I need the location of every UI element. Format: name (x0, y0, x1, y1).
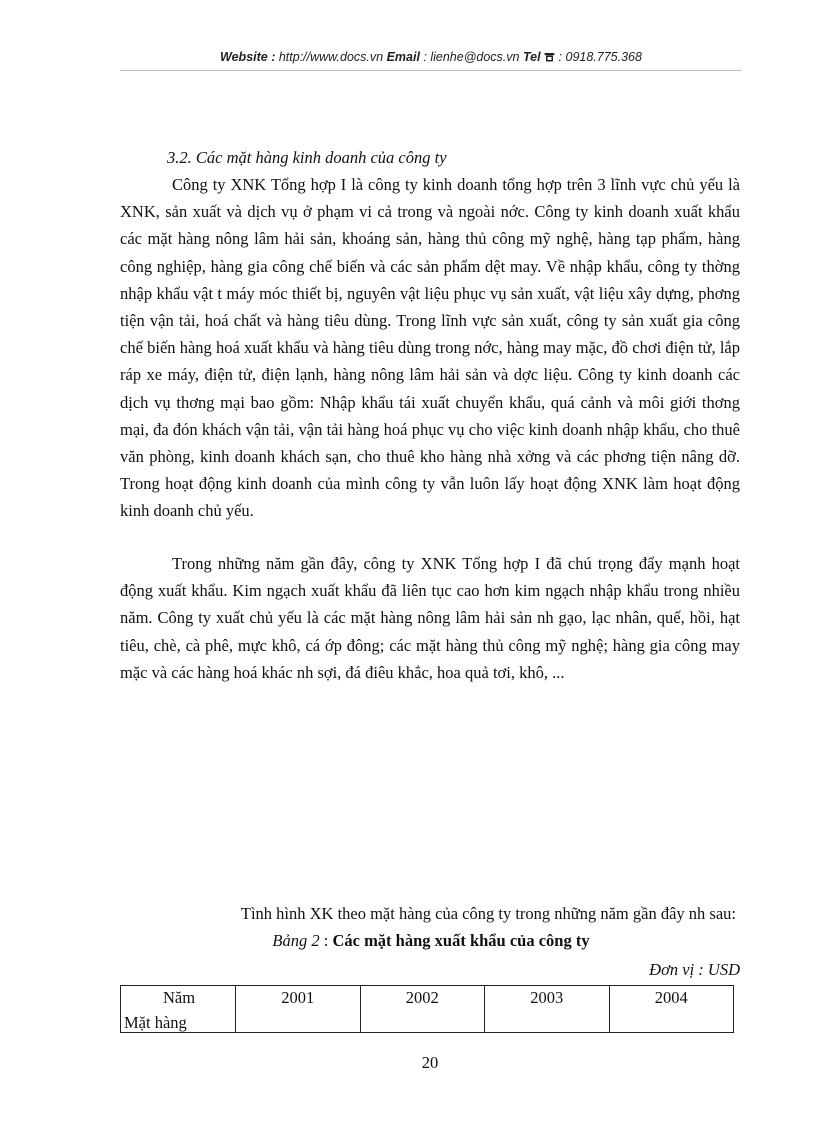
page-header (120, 50, 742, 64)
email-value[interactable]: : lienhe@docs.vn (423, 50, 520, 64)
paragraph-2-block (120, 550, 740, 686)
website-label: Website : (220, 50, 276, 64)
email-label: Email (386, 50, 420, 64)
phone-icon (544, 52, 555, 62)
table-caption (120, 931, 742, 951)
corner-year-label: Năm (163, 988, 196, 1007)
table-intro: Tình hình XK theo mặt hàng của công ty trong những năm gần đây nh sau: (240, 904, 736, 923)
table-caption-label: Bảng 2 (272, 931, 320, 950)
header-divider (120, 70, 742, 71)
year-header-2002: 2002 (360, 986, 485, 1033)
unit-label: Đơn vị : USD (649, 960, 740, 979)
paragraph: Trong những năm gần đây, công ty XNK Tổng hợp I đã chú trọng đẩy mạnh hoạt động xuất khẩu. Kim ngạch xuất khẩu đã liên tục cao hơn kim ngạch nhập khẩu trong nhiều năm. Công ty xuất chủ yếu là các mặt hàng nông lâm hải sản nh gạo, lạc nhân, quế, hồi, hạt tiêu, chè, cà phê, mực khô, cá ớp đông; các mặt hàng thủ công mỹ nghệ; hàng gia công may mặc và các hàng hoá khác nh sợi, đá điêu khắc, hoa quả tơi, khô, ... (120, 554, 740, 682)
section-title: 3.2. Các mặt hàng kinh doanh của công ty (167, 148, 447, 167)
year-header-2003: 2003 (485, 986, 610, 1033)
page-number: 20 (421, 1053, 439, 1072)
paragraph: Công ty XNK Tổng hợp I là công ty kinh doanh tổng hợp trên 3 lĩnh vực chủ yếu là XNK, sản xuất và dịch vụ ở phạm vi cả trong và ngoài nớc. Công ty kinh doanh xuất khẩu các mặt hàng nông lâm hải sản, khoáng sản, hàng thủ công mỹ nghệ, hàng tạp phẩm, hàng công nghiệp, hàng gia công chế biến và các sản phẩm dệt may. Về nhập khẩu, công ty thờng nhập khẩu vật t máy móc thiết bị, nguyên vật liệu phục vụ sản xuất, vật liệu xây dựng, phơng tiện vận tải, hoá chất và hàng tiêu dùng. Trong lĩnh vực sản xuất, công ty sản xuất gia công chế biến hàng hoá xuất khẩu và hàng tiêu dùng trong nớc, hàng may mặc, đồ chơi điện tử, lắp ráp xe máy, điện tử, điện lạnh, hàng nông lâm hải sản và dợc liệu. Công ty kinh doanh các dịch vụ thơng mại bao gồm: Nhập khẩu tái xuất chuyển khẩu, quá cảnh và môi giới thơng mại, đa đón khách vận tải, vận tải hàng hoá phục vụ cho việc kinh doanh nhập khẩu, cho thuê văn phòng, kinh doanh khách sạn, cho thuê kho hàng nhà xởng và các phơng tiện nâng dỡ. Trong hoạt động kinh doanh của mình công ty vẫn luôn lấy hoạt động XNK làm hoạt động kinh doanh chủ yếu. (120, 175, 740, 521)
table-corner-cell (121, 986, 236, 1033)
corner-item-label: Mặt hàng (124, 1013, 187, 1032)
paragraph-1-block (120, 171, 740, 525)
table-caption-title: Các mặt hàng xuất khẩu của công ty (332, 931, 590, 950)
year-header-2001: 2001 (236, 986, 361, 1033)
export-items-table (120, 985, 734, 1033)
tel-label: Tel (522, 50, 541, 64)
website-url[interactable]: http://www.docs.vn (278, 50, 384, 64)
table-caption-separator: : (319, 931, 333, 950)
tel-value: : 0918.775.368 (558, 50, 642, 64)
year-header-2004: 2004 (609, 986, 734, 1033)
table-header-row (121, 986, 734, 1033)
